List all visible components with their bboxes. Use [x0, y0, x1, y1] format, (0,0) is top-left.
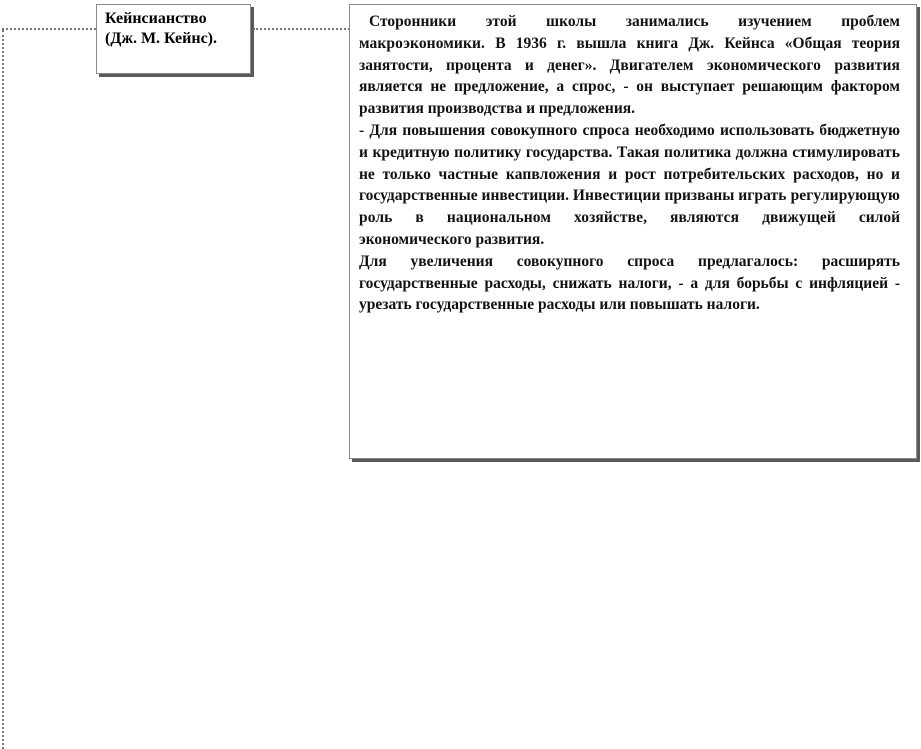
- text-run: Для увеличения совокупного спроса предлагалось: расширять государственные расходы, снижать налоги, - а для борьбы с инфляцией - урезать государственные расходы или повышать налоги.: [359, 252, 900, 314]
- title-line-1: Кейнсианство: [105, 10, 207, 27]
- text-run: но и государственные инвестиции.: [359, 165, 900, 205]
- text-run: силой экономического развития.: [359, 209, 901, 248]
- text-run: стимулировать: [792, 143, 900, 161]
- paragraph-2: [359, 120, 900, 251]
- paragraph-1: [359, 11, 900, 120]
- text-run: потребительских расходов,: [663, 165, 859, 183]
- connector-left: [2, 28, 96, 30]
- text-run: призваны: [660, 187, 739, 205]
- text-run: и рост: [600, 165, 664, 183]
- text-run: является не предложение, а: [359, 78, 572, 96]
- text-run: - он выступает решающим фактором развития производства и предложения.: [359, 78, 900, 118]
- text-run: Двигателем экономического развития: [609, 56, 900, 74]
- connector-vertical: [2, 30, 4, 749]
- text-run: макроэкономики.: [359, 34, 485, 52]
- text-run: не только: [359, 165, 439, 183]
- connector-middle: [253, 28, 350, 30]
- text-run: Сторонники этой школы занимались изучением проблем: [369, 13, 900, 30]
- title-box: [96, 4, 251, 74]
- text-run: В 1936 г. вышла книга Дж. Кейнса «Общая теория занятости, процента и денег».: [359, 34, 900, 74]
- text-run: частные капвложения: [438, 165, 601, 183]
- paragraph-3: [359, 251, 900, 316]
- text-run: играть регулирующую роль в национальном хозяйстве, являются движущей: [359, 187, 900, 227]
- text-run: - Для повышения совокупного спроса необходимо использовать бюджетную и кредитную политику государства. Такая политика должна: [359, 121, 900, 161]
- text-run: спрос,: [571, 78, 616, 96]
- text-run: Инвестиции: [572, 187, 661, 205]
- title-line-2: (Дж. М. Кейнс).: [105, 30, 217, 47]
- description-box: [349, 4, 917, 459]
